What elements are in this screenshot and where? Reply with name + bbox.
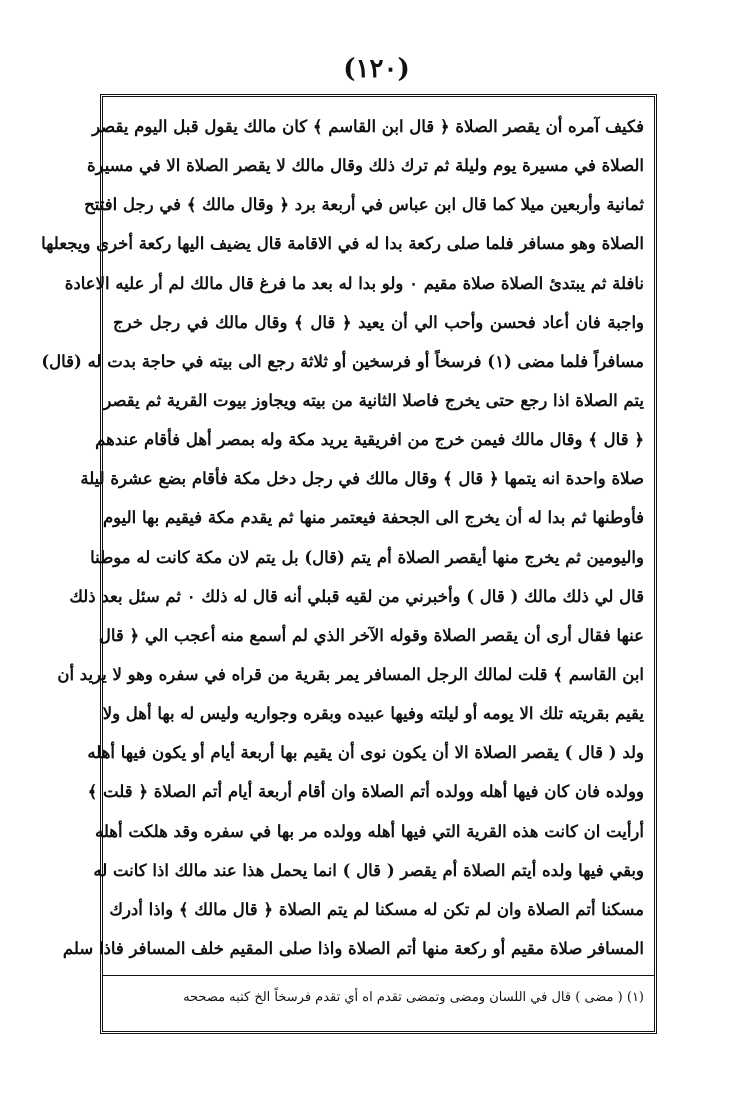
text-line: وبقي فيها ولده أيتم الصلاة أم يقصر ( قال ) انما يحمل هذا عند مالك اذا كانت له [93,860,644,880]
footnote-rule [103,975,654,976]
text-line: وولده فان كان فيها أهله وولده أتم الصلاة وان أقام أربعة أيام أتم الصلاة ﴿ قلت ﴾ [87,782,644,802]
text-line: واجبة فان أعاد فحسن وأحب الي أن يعيد ﴿ قال ﴾ وقال مالك في رجل خرج [113,312,644,332]
text-line: يتم الصلاة اذا رجع حتى يخرج فاصلا الثانية من بيته ويجاوز بيوت القرية ثم يقصر [103,390,644,410]
text-line: يقيم بقريته تلك الا يومه أو ليلته وفيها عبيده وبقره وجواريه وليس له بها أهل ولا [102,704,644,724]
text-line: ثمانية وأربعين ميلا كما قال ابن عباس في أربعة برد ﴿ وقال مالك ﴾ في رجل افتتح [84,195,644,215]
footnote: (١) ( مضى ) قال في اللسان ومضى وتمضى تقدم اه أي تقدم فرسخاً الخ كتبه مصححه [183,990,644,1005]
body-text [41,107,644,969]
page-number: (١٢٠) [343,54,410,84]
text-line: الصلاة في مسيرة يوم وليلة ثم ترك ذلك وقال مالك لا يقصر الصلاة الا في مسيرة [86,156,644,176]
text-line: أرأيت ان كانت هذه القرية التي فيها أهله وولده مر بها في سفره وقد هلكت أهله [94,821,644,841]
text-line: فكيف آمره أن يقصر الصلاة ﴿ قال ابن القاسم ﴾ كان مالك يقول قبل اليوم يقصر [92,117,644,136]
text-line: مسكنا أتم الصلاة وان لم تكن له مسكنا لم يتم الصلاة ﴿ قال مالك ﴾ واذا أدرك [109,899,644,919]
text-line: عنها فقال أرى أن يقصر الصلاة وقوله الآخر الذي لم أسمع منه أعجب الي ﴿ قال [98,625,644,645]
text-line: فأوطنها ثم بدا له أن يخرج الى الجحفة فيعتمر منها ثم يقدم مكة فيقيم بها اليوم [102,508,644,528]
text-line: المسافر صلاة مقيم أو ركعة منها أتم الصلاة واذا صلى المقيم خلف المسافر فاذا سلم [62,938,644,958]
text-line: قال لي ذلك مالك ( قال ) وأخبرني من لقيه قبلي أنه قال له ذلك ٠ ثم سئل بعد ذلك [69,586,644,606]
text-line: ابن القاسم ﴾ قلت لمالك الرجل المسافر يمر بقرية من قراه في سفره وهو لا يريد أن [57,664,644,684]
text-line: مسافراً فلما مضى (١) فرسخاً أو فرسخين أو ثلاثة رجع الى بيته في حاجة بدت له (قال) [41,351,644,371]
text-line: نافلة ثم يبتدئ الصلاة صلاة مقيم ٠ ولو بدا له بعد ما فرغ قال مالك لم أر عليه الاعادة [64,273,644,293]
text-line: ﴿ قال ﴾ وقال مالك فيمن خرج من افريقية يريد مكة وله بمصر أهل فأقام عندهم [95,430,644,450]
text-line: واليومين ثم يخرج منها أيقصر الصلاة أم يتم (قال) بل يتم لان مكة كانت له موطنا [90,547,644,567]
page-frame [41,94,657,1034]
text-line: صلاة واحدة انه يتمها ﴿ قال ﴾ وقال مالك في رجل دخل مكة فأقام بضع عشرة ليلة [80,469,644,489]
text-line: ولد ( قال ) يقصر الصلاة الا أن يكون نوى أن يقيم بها أربعة أيام أو يكون فيها أهله [87,743,644,763]
text-line: الصلاة وهو مسافر فلما صلى ركعة بدا له في الاقامة قال يضيف اليها ركعة أخرى ويجعلها [41,234,644,254]
